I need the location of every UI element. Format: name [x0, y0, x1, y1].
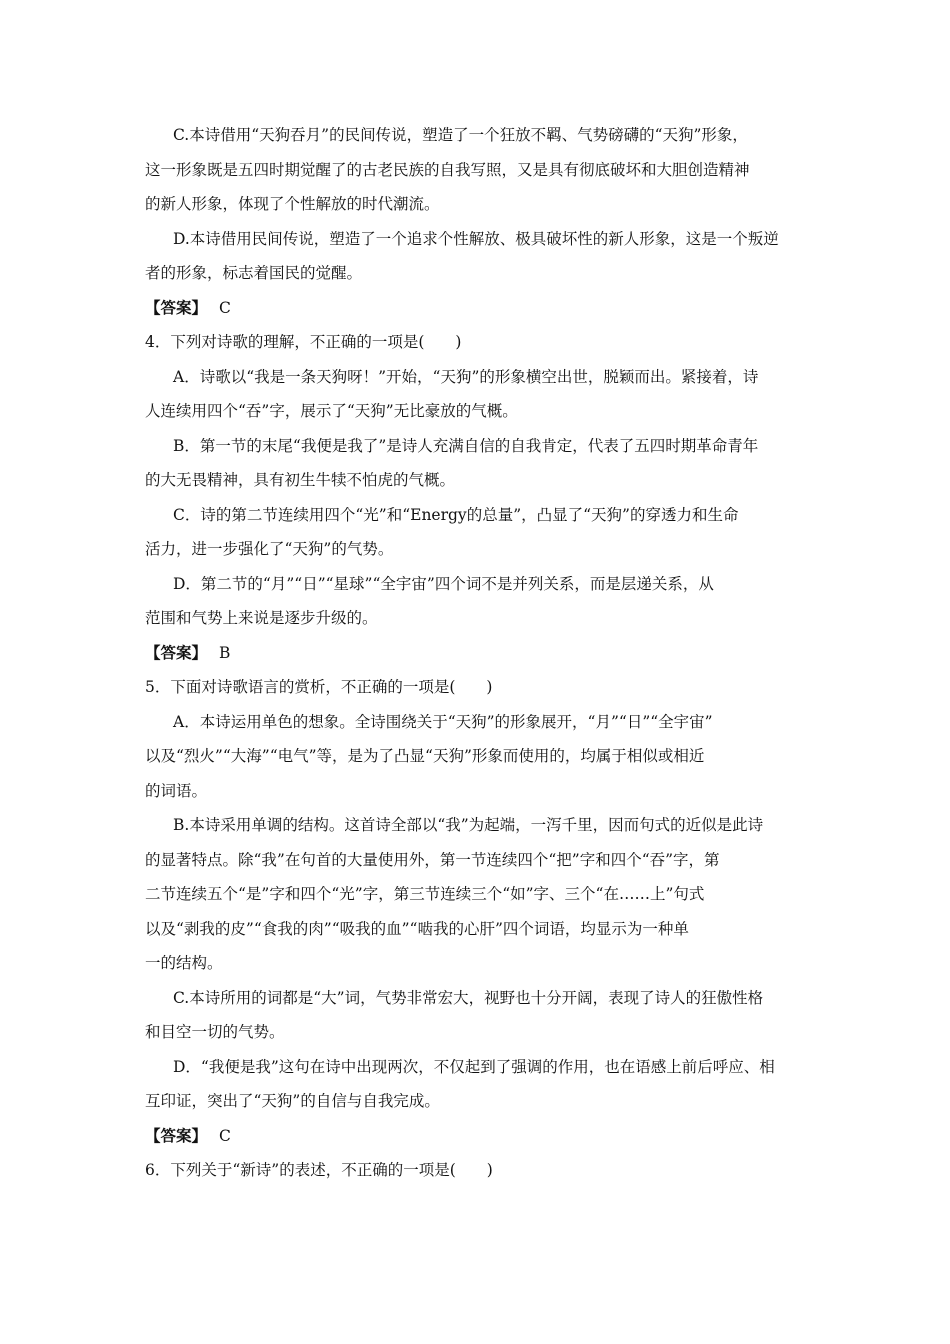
option-line: D．“我便是我”这句在诗中出现两次，不仅起到了强调的作用，也在语感上前后呼应、相 — [173, 1057, 775, 1076]
text-line: 一的结构。 — [145, 954, 223, 972]
answer-label: 【答案】 — [145, 642, 208, 662]
answer-value: B — [219, 643, 231, 662]
text-line: C.本诗借用“天狗吞月”的民间传说，塑造了一个狂放不羁、气势磅礴的“天狗”形象， — [173, 126, 748, 144]
text-line: 以及“烈火”“大海”“电气”等，是为了凸显“天狗”形象而使用的，均属于相似或相近 — [145, 747, 705, 765]
option-line: D．第二节的“月”“日”“星球”“全宇宙”四个词不是并列关系，而是层递关系，从 — [173, 574, 714, 593]
option-line: B.本诗采用单调的结构。这首诗全部以“我”为起端，一泻千里，因而句式的近似是此诗 — [173, 816, 764, 834]
text-line: 人连续用四个“吞”字，展示了“天狗”无比豪放的气概。 — [145, 402, 518, 420]
text-line: 范围和气势上来说是逐步升级的。 — [145, 609, 378, 627]
answer-value: C — [219, 298, 231, 317]
question-line: 6．下列关于“新诗”的表述，不正确的一项是( ) — [145, 1161, 493, 1179]
text-line: 活力，进一步强化了“天狗”的气势。 — [145, 540, 394, 558]
document-page — [145, 118, 810, 1188]
option-line: A．本诗运用单色的想象。全诗围绕关于“天狗”的形象展开，“月”“日”“全宇宙” — [173, 712, 713, 731]
answer-line — [145, 1119, 810, 1154]
answer-line — [145, 636, 810, 671]
text-line: 二节连续五个“是”字和四个“光”字，第三节连续三个“如”字、三个“在……上”句式 — [145, 885, 705, 903]
answer-label: 【答案】 — [145, 1125, 208, 1145]
text-line: 者的形象，标志着国民的觉醒。 — [145, 264, 363, 282]
option-line: C.本诗所用的词都是“大”词，气势非常宏大，视野也十分开阔，表现了诗人的狂傲性格 — [173, 988, 764, 1007]
text-line: 这一形象既是五四时期觉醒了的古老民族的自我写照，又是具有彻底破坏和大胆创造精神 — [145, 160, 750, 179]
option-line: C．诗的第二节连续用四个“光”和“Energy的总量”，凸显了“天狗”的穿透力和生命 — [173, 505, 739, 524]
text-line: 以及“剥我的皮”“食我的肉”“吸我的血”“啮我的心肝”四个词语，均显示为一种单 — [145, 919, 689, 938]
text-line: 的新人形象，体现了个性解放的时代潮流。 — [145, 195, 440, 213]
question-line: 4．下列对诗歌的理解，不正确的一项是( ) — [145, 333, 462, 351]
text-line: 的词语。 — [145, 781, 208, 800]
text-line: 的显著特点。除“我”在句首的大量使用外，第一节连续四个“把”字和四个“吞”字，第 — [145, 850, 720, 869]
text-line: 互印证，突出了“天狗”的自信与自我完成。 — [145, 1092, 440, 1110]
answer-label: 【答案】 — [145, 297, 208, 317]
text-line: 的大无畏精神，具有初生牛犊不怕虎的气概。 — [145, 471, 456, 489]
text-line: D.本诗借用民间传说，塑造了一个追求个性解放、极具破坏性的新人形象，这是一个叛逆 — [173, 229, 779, 248]
option-line: B．第一节的末尾“我便是我了”是诗人充满自信的自我肯定，代表了五四时期革命青年 — [173, 436, 759, 455]
text-line: 和目空一切的气势。 — [145, 1023, 285, 1041]
answer-line — [145, 291, 810, 326]
question-line: 5．下面对诗歌语言的赏析，不正确的一项是( ) — [145, 678, 493, 696]
option-line: A．诗歌以“我是一条天狗呀！”开始，“天狗”的形象横空出世，脱颖而出。紧接着，诗 — [173, 367, 759, 386]
answer-value: C — [219, 1126, 231, 1145]
